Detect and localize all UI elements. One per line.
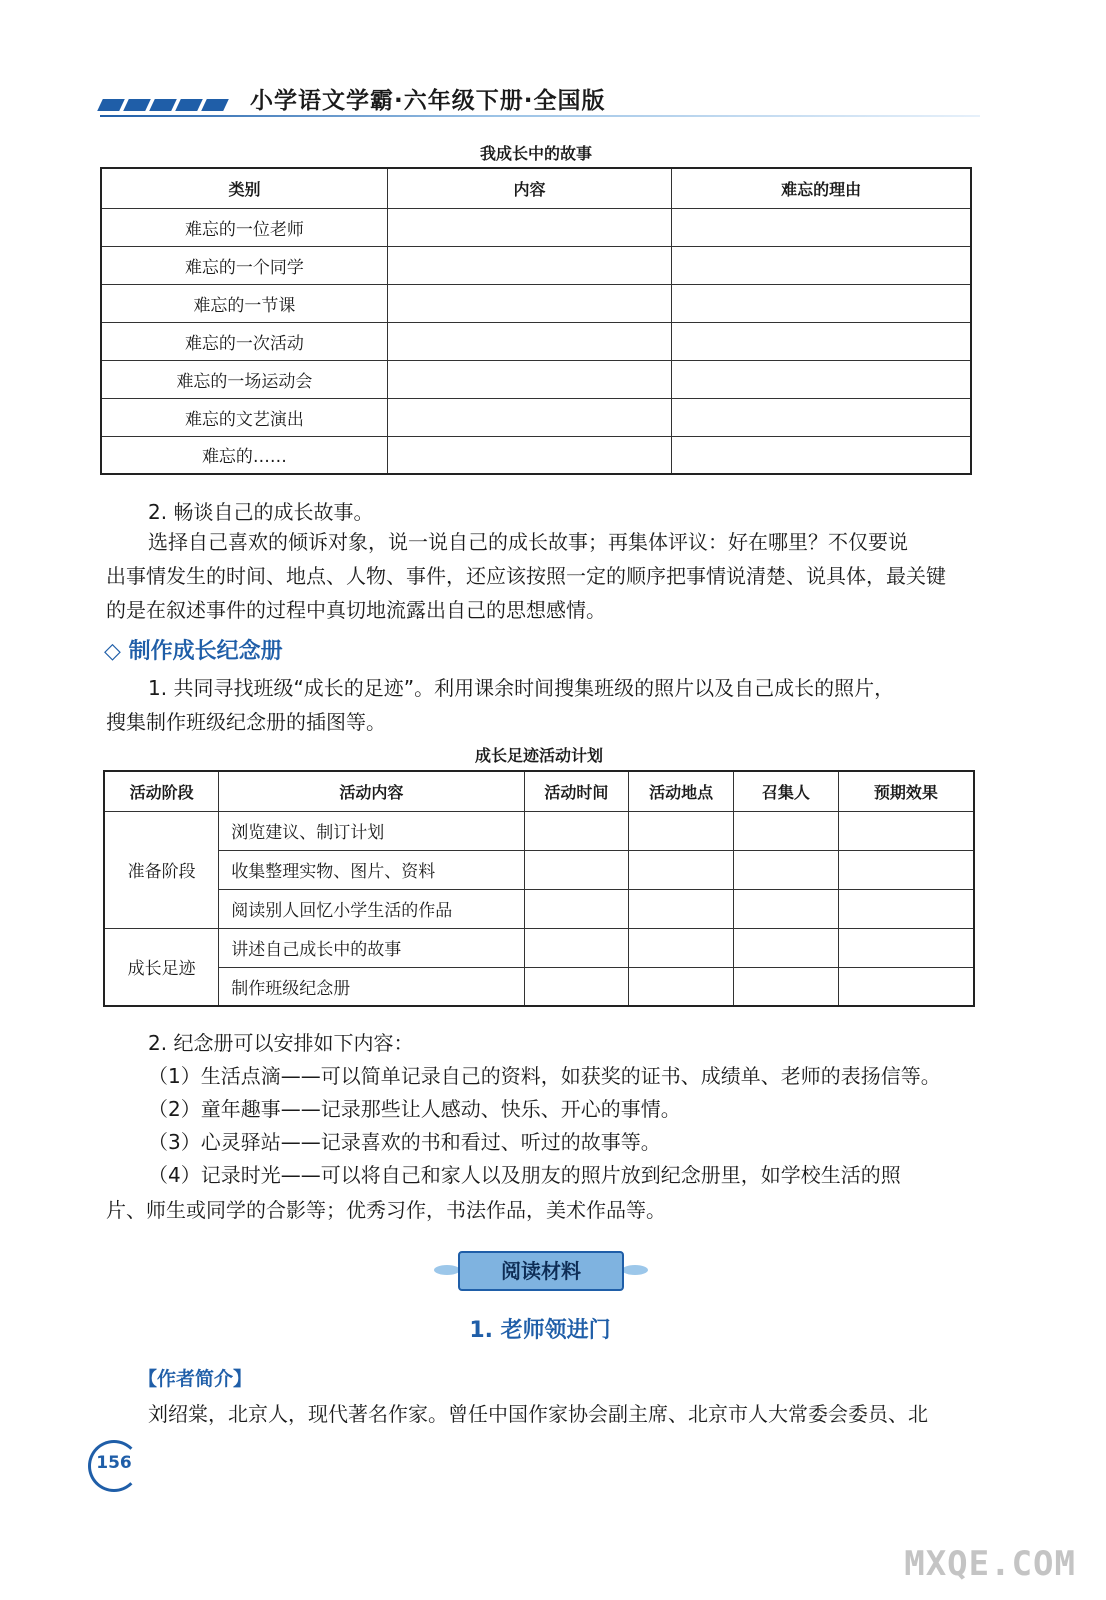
table1-header-category: 类别: [101, 168, 387, 208]
make-album-section-title: [104, 634, 283, 665]
lesson-title: 1. 老师领进门: [469, 1318, 611, 1343]
table-row: [101, 284, 971, 322]
album-line-3: （2）童年趣事——记录那些让人感动、快乐、开心的事情。: [148, 1097, 681, 1121]
activity-plan-table: [103, 770, 975, 1007]
table2-header-time: 活动时间: [524, 771, 629, 811]
activity-content: 收集整理实物、图片、资料: [219, 850, 524, 889]
table2-blank-cell[interactable]: [838, 928, 974, 967]
table2-blank-cell[interactable]: [524, 850, 629, 889]
table1-category: 难忘的一节课: [101, 284, 387, 322]
album-line-2: （1）生活点滴——可以简单记录自己的资料，如获奖的证书、成绩单、老师的表扬信等。: [148, 1064, 941, 1088]
table1-reason-cell[interactable]: [672, 246, 971, 284]
table1-content-cell[interactable]: [387, 208, 671, 246]
table1-reason-cell[interactable]: [672, 284, 971, 322]
table-row: [101, 360, 971, 398]
table2-blank-cell[interactable]: [629, 811, 734, 850]
album-line-6: 片、师生或同学的合影等；优秀习作，书法作品，美术作品等。: [106, 1198, 666, 1222]
table-row: [101, 436, 971, 474]
table2-header-content: 活动内容: [219, 771, 524, 811]
table2-blank-cell[interactable]: [629, 928, 734, 967]
table-row: [104, 850, 974, 889]
table2-blank-cell[interactable]: [734, 889, 839, 928]
badge-wave-right: [622, 1265, 648, 1275]
table1-reason-cell[interactable]: [672, 398, 971, 436]
table1-category: 难忘的……: [101, 436, 387, 474]
table-row: [101, 208, 971, 246]
table1-header-row: [101, 168, 971, 208]
table2-blank-cell[interactable]: [734, 811, 839, 850]
table1-content-cell[interactable]: [387, 284, 671, 322]
table1-reason-cell[interactable]: [672, 322, 971, 360]
header-decoration: [100, 99, 226, 111]
table1-content-cell[interactable]: [387, 398, 671, 436]
table1-reason-cell[interactable]: [672, 436, 971, 474]
reading-material-badge: 阅读材料: [458, 1251, 624, 1291]
table-row: [101, 246, 971, 284]
table2-blank-cell[interactable]: [734, 967, 839, 1006]
table2-blank-cell[interactable]: [524, 889, 629, 928]
book-title: 小学语文学霸·六年级下册·全国版: [250, 88, 606, 114]
talk-line-3: 的是在叙述事件的过程中真切地流露出自己的思想感情。: [106, 598, 606, 622]
album-line-4: （3）心灵驿站——记录喜欢的书和看过、听过的故事等。: [148, 1130, 661, 1154]
make-line-2: 搜集制作班级纪念册的插图等。: [106, 710, 386, 734]
activity-content: 制作班级纪念册: [219, 967, 524, 1006]
table2-blank-cell[interactable]: [629, 889, 734, 928]
table-row: [104, 967, 974, 1006]
activity-content: 浏览建议、制订计划: [219, 811, 524, 850]
table2-blank-cell[interactable]: [838, 850, 974, 889]
table2-header-place: 活动地点: [629, 771, 734, 811]
table1-category: 难忘的一次活动: [101, 322, 387, 360]
table2-blank-cell[interactable]: [734, 928, 839, 967]
table2-blank-cell[interactable]: [838, 811, 974, 850]
page-number: 156: [96, 1453, 132, 1473]
badge-wave-left: [434, 1265, 460, 1275]
talk-line-1: 选择自己喜欢的倾诉对象，说一说自己的成长故事；再集体评议：好在哪里？不仅要说: [148, 530, 908, 554]
table1-category: 难忘的一场运动会: [101, 360, 387, 398]
table2-header-row: [104, 771, 974, 811]
table2-caption: 成长足迹活动计划: [474, 746, 603, 765]
table2-blank-cell[interactable]: [629, 850, 734, 889]
activity-content: 阅读别人回忆小学生活的作品: [219, 889, 524, 928]
header-rule: [100, 115, 980, 117]
table2-blank-cell[interactable]: [524, 928, 629, 967]
table1-category: 难忘的文艺演出: [101, 398, 387, 436]
table1-category: 难忘的一个同学: [101, 246, 387, 284]
table2-blank-cell[interactable]: [524, 967, 629, 1006]
table-row: [104, 889, 974, 928]
stage-footprints: 成长足迹: [104, 928, 219, 1006]
story-table: [100, 167, 972, 475]
table1-category: 难忘的一位老师: [101, 208, 387, 246]
table1-content-cell[interactable]: [387, 360, 671, 398]
table1-content-cell[interactable]: [387, 436, 671, 474]
table2-blank-cell[interactable]: [629, 967, 734, 1006]
table1-content-cell[interactable]: [387, 246, 671, 284]
diamond-icon: ◇: [104, 639, 121, 664]
table2-blank-cell[interactable]: [734, 850, 839, 889]
talk-line-2: 出事情发生的时间、地点、人物、事件，还应该按照一定的顺序把事情说清楚、说具体，最关键: [106, 564, 946, 588]
table1-reason-cell[interactable]: [672, 208, 971, 246]
table1-header-content: 内容: [387, 168, 671, 208]
table-row: [104, 928, 974, 967]
table2-header-stage: 活动阶段: [104, 771, 219, 811]
table-row: [101, 398, 971, 436]
table1-reason-cell[interactable]: [672, 360, 971, 398]
watermark: MXQE.COM: [904, 1544, 1076, 1584]
table-row: [104, 811, 974, 850]
table-row: [101, 322, 971, 360]
album-line-1: 2. 纪念册可以安排如下内容：: [148, 1031, 414, 1055]
table1-header-reason: 难忘的理由: [672, 168, 971, 208]
table1-caption: 我成长中的故事: [479, 144, 592, 163]
table1-content-cell[interactable]: [387, 322, 671, 360]
talk-heading: 2. 畅谈自己的成长故事。: [148, 500, 374, 524]
table2-blank-cell[interactable]: [838, 967, 974, 1006]
table2-blank-cell[interactable]: [838, 889, 974, 928]
stage-prepare: 准备阶段: [104, 811, 219, 928]
make-album-title-text: 制作成长纪念册: [128, 639, 283, 664]
author-intro-text: 刘绍棠，北京人，现代著名作家。曾任中国作家协会副主席、北京市人大常委会委员、北: [148, 1402, 928, 1426]
table2-header-effect: 预期效果: [838, 771, 974, 811]
activity-content: 讲述自己成长中的故事: [219, 928, 524, 967]
album-line-5: （4）记录时光——可以将自己和家人以及朋友的照片放到纪念册里，如学校生活的照: [148, 1163, 901, 1187]
table2-blank-cell[interactable]: [524, 811, 629, 850]
table2-header-organizer: 召集人: [734, 771, 839, 811]
make-line-1: 1. 共同寻找班级“成长的足迹”。利用课余时间搜集班级的照片以及自己成长的照片，: [148, 676, 895, 700]
author-intro-heading: 【作者简介】: [138, 1368, 253, 1390]
